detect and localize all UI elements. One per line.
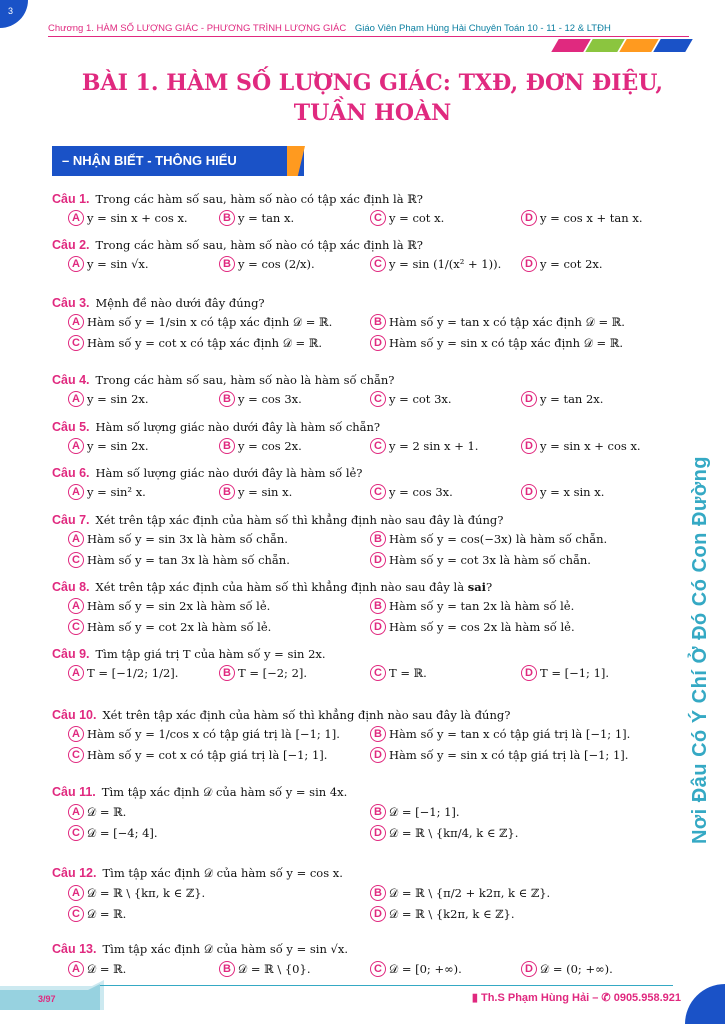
answer-options: [68, 314, 672, 351]
option-text: Hàm số y = sin x có tập xác định 𝒟 = ℝ.: [389, 335, 624, 350]
option-letter-icon: D: [370, 906, 386, 922]
option-text: y = tan x.: [238, 211, 295, 225]
question-number: Câu 6.: [52, 466, 90, 480]
answer-option[interactable]: [68, 619, 370, 635]
question-stem: [52, 513, 672, 527]
question-number: Câu 8.: [52, 580, 90, 594]
section-banner-text: – NHẬN BIẾT - THÔNG HIỂU: [62, 153, 237, 168]
question-stem: [52, 296, 672, 310]
option-letter-icon: B: [370, 804, 386, 820]
answer-option[interactable]: [370, 598, 672, 614]
answer-option[interactable]: [370, 885, 672, 901]
question: [52, 238, 672, 272]
option-letter-icon: D: [521, 484, 537, 500]
answer-option[interactable]: [219, 438, 370, 454]
answer-option[interactable]: [68, 961, 219, 977]
option-text: 𝒟 = ℝ.: [87, 906, 127, 921]
option-letter-icon: B: [219, 210, 235, 226]
question: [52, 373, 672, 407]
answer-option[interactable]: [370, 961, 521, 977]
option-text: 𝒟 = ℝ \ {π/2 + k2π, k ∈ ℤ}.: [389, 885, 551, 900]
answer-option[interactable]: [68, 438, 219, 454]
option-text: 𝒟 = (0; +∞).: [540, 961, 613, 976]
option-text: y = x sin x.: [540, 485, 605, 499]
lesson-title: [60, 68, 685, 128]
question-stem: [52, 580, 672, 594]
answer-option[interactable]: [370, 619, 672, 635]
option-text: Hàm số y = 1/cos x có tập giá trị là [−1; 1].: [87, 727, 340, 741]
option-letter-icon: C: [68, 825, 84, 841]
question-text: Xét trên tập xác định của hàm số thì khẳng định nào sau đây là đúng?: [95, 513, 504, 527]
question-text: Hàm số lượng giác nào dưới đây là hàm số lẻ?: [95, 466, 363, 480]
option-letter-icon: A: [68, 665, 84, 681]
phone-icon: ✆: [601, 992, 611, 1004]
question-number: Câu 3.: [52, 296, 90, 310]
option-text: Hàm số y = cot 2x là hàm số lẻ.: [87, 620, 272, 634]
answer-option[interactable]: [370, 804, 672, 820]
answer-options: [68, 531, 672, 568]
option-letter-icon: D: [370, 825, 386, 841]
question: [52, 708, 672, 763]
option-text: T = ℝ.: [389, 666, 427, 680]
answer-option[interactable]: [68, 391, 219, 407]
answer-option[interactable]: [68, 804, 370, 820]
answer-option[interactable]: [370, 747, 672, 763]
option-text: 𝒟 = [−4; 4].: [87, 825, 158, 840]
answer-option[interactable]: [370, 314, 672, 330]
answer-option[interactable]: [68, 825, 370, 841]
option-letter-icon: D: [521, 665, 537, 681]
question-number: Câu 12.: [52, 866, 97, 880]
answer-option[interactable]: [521, 391, 672, 407]
answer-option[interactable]: [370, 665, 521, 681]
option-text: Hàm số y = cos(−3x) là hàm số chẵn.: [389, 532, 608, 546]
option-text: 𝒟 = ℝ.: [87, 961, 127, 976]
option-letter-icon: A: [68, 726, 84, 742]
answer-option[interactable]: [370, 335, 672, 351]
question-number: Câu 11.: [52, 785, 96, 799]
answer-options: [68, 961, 672, 977]
option-letter-icon: A: [68, 531, 84, 547]
answer-option[interactable]: [68, 335, 370, 351]
option-text: y = sin x + cos x.: [87, 211, 188, 225]
option-text: Hàm số y = cot x có tập xác định 𝒟 = ℝ.: [87, 335, 323, 350]
option-text: Hàm số y = sin x có tập giá trị là [−1; 1].: [389, 748, 629, 762]
option-text: y = sin 2x.: [87, 392, 149, 406]
question: [52, 580, 672, 635]
option-text: Hàm số y = 1/sin x có tập xác định 𝒟 = ℝ.: [87, 314, 333, 329]
option-letter-icon: D: [370, 747, 386, 763]
answer-option[interactable]: [521, 210, 672, 226]
question-stem: [52, 942, 672, 957]
option-letter-icon: C: [68, 335, 84, 351]
question: [52, 420, 672, 454]
stripe-4: [653, 39, 693, 52]
option-letter-icon: B: [219, 484, 235, 500]
answer-option[interactable]: [370, 438, 521, 454]
question: [52, 296, 672, 351]
option-text: y = 2 sin x + 1.: [389, 439, 479, 453]
option-letter-icon: B: [219, 391, 235, 407]
option-letter-icon: B: [370, 885, 386, 901]
question-stem: [52, 192, 672, 206]
option-text: Hàm số y = sin 2x là hàm số lẻ.: [87, 599, 271, 613]
option-text: T = [−2; 2].: [238, 666, 308, 680]
option-text: Hàm số y = cos 2x là hàm số lẻ.: [389, 620, 575, 634]
answer-options: [68, 391, 672, 407]
option-letter-icon: C: [370, 438, 386, 454]
question-stem: [52, 238, 672, 252]
question-text: Trong các hàm số sau, hàm số nào là hàm số chẵn?: [95, 373, 395, 387]
answer-option[interactable]: [68, 484, 219, 500]
option-text: y = sin² x.: [87, 485, 146, 499]
option-letter-icon: B: [219, 665, 235, 681]
option-text: Hàm số y = tan x có tập giá trị là [−1; 1].: [389, 727, 631, 741]
corner-decoration: [0, 0, 28, 28]
option-text: Hàm số y = sin 3x là hàm số chẵn.: [87, 532, 288, 546]
question-text: Xét trên tập xác định của hàm số thì khẳng định nào sau đây là đúng?: [102, 708, 511, 722]
answer-options: [68, 438, 672, 454]
answer-option[interactable]: [370, 825, 672, 841]
answer-option[interactable]: [219, 210, 370, 226]
answer-option[interactable]: [68, 747, 370, 763]
option-letter-icon: C: [370, 391, 386, 407]
option-letter-icon: D: [370, 552, 386, 568]
answer-option[interactable]: [521, 438, 672, 454]
option-text: Hàm số y = tan 3x là hàm số chẵn.: [87, 553, 290, 567]
answer-option[interactable]: [370, 256, 521, 272]
answer-options: [68, 665, 672, 681]
question-stem: [52, 866, 672, 881]
footer-author: [472, 991, 681, 1004]
option-text: Hàm số y = tan 2x là hàm số lẻ.: [389, 599, 575, 613]
question-text-emphasis: sai: [467, 580, 487, 594]
option-text: y = sin x.: [238, 485, 293, 499]
question-number: Câu 10.: [52, 708, 97, 722]
option-letter-icon: A: [68, 484, 84, 500]
answer-option[interactable]: [370, 552, 672, 568]
option-text: y = cos 2x.: [238, 439, 302, 453]
answer-options: [68, 484, 672, 500]
option-letter-icon: A: [68, 391, 84, 407]
option-text: y = cot x.: [389, 211, 445, 225]
question-text: Tìm tập xác định 𝒟 của hàm số y = sin √x.: [102, 942, 348, 956]
option-text: y = cos 3x.: [389, 485, 453, 499]
question-stem: [52, 466, 672, 480]
answer-options: [68, 804, 672, 841]
option-letter-icon: D: [521, 438, 537, 454]
question: [52, 466, 672, 500]
answer-option[interactable]: [219, 484, 370, 500]
option-letter-icon: C: [370, 961, 386, 977]
chapter-title: Chương 1. HÀM SỐ LƯỢNG GIÁC - PHƯƠNG TRÌNH LƯỢNG GIÁC: [48, 23, 347, 34]
question-text: Tìm tập xác định 𝒟 của hàm số y = cos x.: [102, 866, 343, 880]
option-text: Hàm số y = cot 3x là hàm số chẵn.: [389, 553, 591, 567]
question-text: Mệnh đề nào dưới đây đúng?: [95, 296, 265, 310]
teacher-credit: Giáo Viên Phạm Hùng Hải Chuyên Toán 10 - 11 - 12 & LTĐH: [354, 23, 611, 34]
option-text: Hàm số y = tan x có tập xác định 𝒟 = ℝ.: [389, 314, 625, 329]
option-text: y = tan 2x.: [540, 392, 604, 406]
option-letter-icon: B: [219, 438, 235, 454]
question-number: Câu 9.: [52, 647, 90, 661]
option-text: y = cos x + tan x.: [540, 211, 643, 225]
option-letter-icon: D: [521, 256, 537, 272]
option-letter-icon: B: [219, 256, 235, 272]
answer-option[interactable]: [370, 391, 521, 407]
lesson-title-text: HÀM SỐ LƯỢNG GIÁC: TXĐ, ĐƠN ĐIỆU, TUẦN HOÀN: [166, 70, 664, 126]
answer-option[interactable]: [68, 665, 219, 681]
question-number: Câu 7.: [52, 513, 90, 527]
answer-options: [68, 598, 672, 635]
answer-option[interactable]: [219, 256, 370, 272]
answer-options: [68, 885, 672, 922]
answer-option[interactable]: [68, 598, 370, 614]
header-rule: [48, 36, 689, 37]
option-text: y = cot 2x.: [540, 257, 603, 271]
answer-option[interactable]: [521, 484, 672, 500]
option-text: y = cos (2/x).: [238, 257, 315, 271]
option-letter-icon: B: [370, 726, 386, 742]
question: [52, 192, 672, 226]
question-text-end: ?: [486, 580, 493, 594]
option-letter-icon: D: [370, 335, 386, 351]
footer-page-number: 3/97: [38, 994, 56, 1004]
answer-option[interactable]: [219, 961, 370, 977]
option-text: 𝒟 = [−1; 1].: [389, 804, 460, 819]
answer-option[interactable]: [219, 391, 370, 407]
question: [52, 513, 672, 568]
answer-option[interactable]: [370, 906, 672, 922]
page-number-top: 3: [8, 6, 14, 16]
option-text: 𝒟 = ℝ \ {kπ, k ∈ ℤ}.: [87, 885, 206, 900]
question-stem: [52, 708, 672, 722]
option-letter-icon: A: [68, 210, 84, 226]
question: [52, 647, 672, 681]
answer-option[interactable]: [370, 531, 672, 547]
running-header: [48, 23, 611, 34]
corner-decoration-bottom: [685, 984, 725, 1024]
option-letter-icon: C: [68, 906, 84, 922]
answer-option[interactable]: [370, 210, 521, 226]
answer-option[interactable]: [68, 210, 219, 226]
question-stem: [52, 647, 672, 661]
question-text: Trong các hàm số sau, hàm số nào có tập xác định là ℝ?: [95, 238, 423, 252]
question-stem: [52, 373, 672, 387]
option-text: T = [−1/2; 1/2].: [87, 666, 179, 680]
question-number: Câu 5.: [52, 420, 90, 434]
option-letter-icon: D: [521, 961, 537, 977]
option-letter-icon: A: [68, 804, 84, 820]
option-letter-icon: A: [68, 885, 84, 901]
answer-option[interactable]: [68, 552, 370, 568]
question: [52, 942, 672, 977]
answer-option[interactable]: [68, 726, 370, 742]
question: [52, 866, 672, 922]
header-stripes: [555, 39, 689, 52]
option-text: y = cos 3x.: [238, 392, 302, 406]
option-letter-icon: D: [521, 391, 537, 407]
option-letter-icon: B: [370, 598, 386, 614]
answer-option[interactable]: [68, 314, 370, 330]
question-text: Trong các hàm số sau, hàm số nào có tập xác định là ℝ?: [95, 192, 423, 206]
answer-option[interactable]: [219, 665, 370, 681]
option-letter-icon: C: [370, 665, 386, 681]
option-letter-icon: A: [68, 598, 84, 614]
answer-option[interactable]: [68, 531, 370, 547]
side-motto: Nơi Đâu Có Ý Chí Ở Đó Có Con Đường: [689, 455, 711, 845]
footer-separator: –: [592, 992, 599, 1004]
question-number: Câu 2.: [52, 238, 90, 252]
question-stem: [52, 785, 672, 800]
option-text: T = [−1; 1].: [540, 666, 610, 680]
question-number: Câu 4.: [52, 373, 90, 387]
option-letter-icon: C: [370, 210, 386, 226]
answer-option[interactable]: [68, 256, 219, 272]
question-text: Tìm tập xác định 𝒟 của hàm số y = sin 4x.: [101, 785, 348, 799]
option-text: 𝒟 = ℝ \ {0}.: [238, 961, 311, 976]
answer-option[interactable]: [521, 961, 672, 977]
option-text: 𝒟 = [0; +∞).: [389, 961, 462, 976]
option-text: y = cot 3x.: [389, 392, 452, 406]
question-text: Hàm số lượng giác nào dưới đây là hàm số chẵn?: [95, 420, 381, 434]
option-letter-icon: A: [68, 961, 84, 977]
option-letter-icon: B: [370, 314, 386, 330]
option-letter-icon: D: [521, 210, 537, 226]
option-text: y = sin (1/(x² + 1)).: [389, 257, 502, 271]
question: [52, 785, 672, 841]
option-text: y = sin x + cos x.: [540, 439, 641, 453]
option-text: y = sin 2x.: [87, 439, 149, 453]
option-letter-icon: A: [68, 314, 84, 330]
author-phone: 0905.958.921: [613, 992, 681, 1004]
question-stem: [52, 420, 672, 434]
footer-rule: [100, 985, 673, 986]
option-text: 𝒟 = ℝ \ {kπ/4, k ∈ ℤ}.: [389, 825, 519, 840]
question-text: Xét trên tập xác định của hàm số thì khẳng định nào sau đây là: [95, 580, 465, 594]
option-letter-icon: A: [68, 438, 84, 454]
answer-option[interactable]: [68, 885, 370, 901]
answer-option[interactable]: [521, 665, 672, 681]
option-letter-icon: C: [370, 484, 386, 500]
answer-options: [68, 256, 672, 272]
option-letter-icon: D: [370, 619, 386, 635]
option-text: Hàm số y = cot x có tập giá trị là [−1; 1].: [87, 748, 328, 762]
author-name: Th.S Phạm Hùng Hải: [480, 992, 590, 1004]
answer-option[interactable]: [521, 256, 672, 272]
option-letter-icon: C: [370, 256, 386, 272]
option-letter-icon: C: [68, 747, 84, 763]
option-text: 𝒟 = ℝ.: [87, 804, 127, 819]
option-text: y = sin √x.: [87, 257, 149, 271]
question-number: Câu 13.: [52, 942, 97, 956]
option-letter-icon: B: [219, 961, 235, 977]
answer-option[interactable]: [370, 484, 521, 500]
question-number: Câu 1.: [52, 192, 90, 206]
lesson-prefix: BÀI 1.: [81, 70, 159, 96]
answer-options: [68, 210, 672, 226]
answer-option[interactable]: [370, 726, 672, 742]
option-letter-icon: B: [370, 531, 386, 547]
author-icon: ▮: [471, 992, 478, 1004]
answer-options: [68, 726, 672, 763]
question-text: Tìm tập giá trị T của hàm số y = sin 2x.: [95, 647, 326, 661]
answer-option[interactable]: [68, 906, 370, 922]
option-letter-icon: A: [68, 256, 84, 272]
option-text: 𝒟 = ℝ \ {k2π, k ∈ ℤ}.: [389, 906, 515, 921]
option-letter-icon: C: [68, 552, 84, 568]
option-letter-icon: C: [68, 619, 84, 635]
